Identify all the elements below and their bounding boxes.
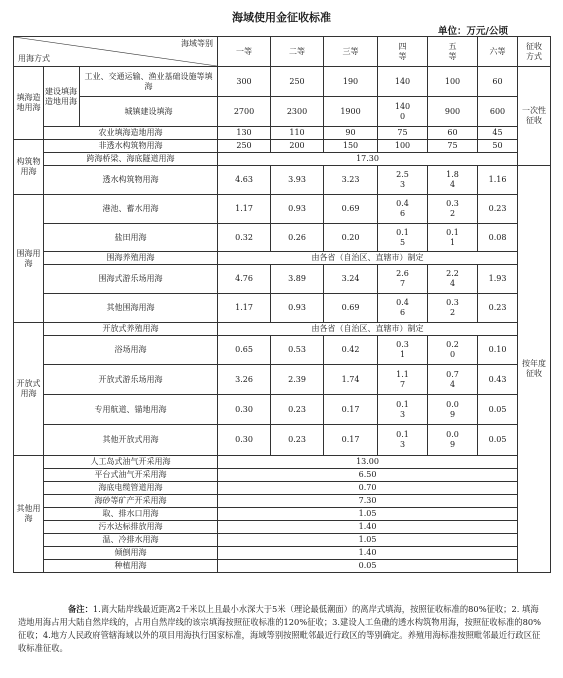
value-cell: 0.69 <box>324 195 378 224</box>
row-name: 开放式游乐场用海 <box>44 365 218 395</box>
table-row <box>14 534 551 547</box>
table-row <box>14 252 551 265</box>
row-name: 非透水构筑物用海 <box>44 140 218 153</box>
collect-once: 一次性征收 <box>518 67 551 166</box>
value-cell-merged: 1.40 <box>218 521 518 534</box>
row-name: 开放式养殖用海 <box>44 323 218 336</box>
table-row <box>14 336 551 365</box>
value-cell: 0.3 1 <box>378 336 428 365</box>
header-grade: 四 等 <box>378 37 428 67</box>
table-row <box>14 482 551 495</box>
value-cell: 0.93 <box>271 195 324 224</box>
header-grade: 三等 <box>324 37 378 67</box>
value-cell-merged: 6.50 <box>218 469 518 482</box>
row-name: 倾倒用海 <box>44 547 218 560</box>
value-cell: 0.65 <box>218 336 271 365</box>
value-cell: 0.23 <box>271 425 324 456</box>
value-cell-merged: 13.00 <box>218 456 518 469</box>
table-row <box>14 469 551 482</box>
group-weihai: 围海用海 <box>14 195 44 323</box>
footnote-label: 备注： <box>68 604 93 614</box>
value-cell: 45 <box>478 127 518 140</box>
row-name: 围海养殖用海 <box>44 252 218 265</box>
row-name: 盐田用海 <box>44 224 218 252</box>
value-cell: 4.76 <box>218 265 271 294</box>
value-cell: 60 <box>478 67 518 97</box>
value-cell: 110 <box>271 127 324 140</box>
row-name: 围海式游乐场用海 <box>44 265 218 294</box>
value-cell: 2.2 4 <box>428 265 478 294</box>
value-cell-merged: 17.30 <box>218 153 518 166</box>
value-cell: 0.4 6 <box>378 294 428 323</box>
value-cell: 250 <box>218 140 271 153</box>
value-cell-merged: 0.70 <box>218 482 518 495</box>
value-cell: 0.05 <box>478 395 518 425</box>
value-cell: 0.05 <box>478 425 518 456</box>
table-row <box>14 425 551 456</box>
value-cell: 900 <box>428 97 478 127</box>
value-cell: 0.1 3 <box>378 425 428 456</box>
table-row <box>14 127 551 140</box>
footnote-text: 1.离大陆岸线最近距离2千米以上且最小水深大于5米（理论最低潮面）的离岸式填海，按照征收标准的80%征收；2. 填海造地用海占用大陆自然岸线的，占用自然岸线的该宗填海按照征收标准的120%征收；3.建设人工鱼礁的透水构筑物用海，按照征收标准的80%征收；4.地方人民政府管辖海域以外的项目用海执行国家标准，海域等别按照毗邻最近行政区的等别确定。养殖用海标准按照毗邻最近行政区征收标准征收。 <box>18 604 542 653</box>
value-cell: 0.0 9 <box>428 425 478 456</box>
value-cell: 0.93 <box>271 294 324 323</box>
row-name: 温、冷排水用海 <box>44 534 218 547</box>
value-cell: 0.42 <box>324 336 378 365</box>
value-cell: 0.4 6 <box>378 195 428 224</box>
value-cell: 0.0 9 <box>428 395 478 425</box>
row-name: 城镇建设填海 <box>80 97 218 127</box>
row-name: 平台式油气开采用海 <box>44 469 218 482</box>
table-row <box>14 323 551 336</box>
value-cell: 140 <box>378 67 428 97</box>
page-title: 海域使用金征收标准 <box>232 11 331 24</box>
row-name: 人工岛式油气开采用海 <box>44 456 218 469</box>
value-cell: 75 <box>378 127 428 140</box>
value-cell: 3.89 <box>271 265 324 294</box>
table-row <box>14 365 551 395</box>
value-cell: 0.2 0 <box>428 336 478 365</box>
value-cell: 0.20 <box>324 224 378 252</box>
value-cell: 150 <box>324 140 378 153</box>
value-cell: 2300 <box>271 97 324 127</box>
table-row <box>14 395 551 425</box>
value-cell: 200 <box>271 140 324 153</box>
value-cell: 0.3 2 <box>428 294 478 323</box>
table-row <box>14 508 551 521</box>
header-grade: 一等 <box>218 37 271 67</box>
row-name: 港池、蓄水用海 <box>44 195 218 224</box>
row-name: 取、排水口用海 <box>44 508 218 521</box>
table-row <box>14 294 551 323</box>
value-cell: 0.53 <box>271 336 324 365</box>
header-grade: 六等 <box>478 37 518 67</box>
value-cell: 0.08 <box>478 224 518 252</box>
collect-yearly: 按年度征收 <box>518 166 551 573</box>
row-name: 海砂等矿产开采用海 <box>44 495 218 508</box>
value-cell: 1.93 <box>478 265 518 294</box>
value-cell: 0.1 3 <box>378 395 428 425</box>
value-cell-merged: 1.05 <box>218 508 518 521</box>
value-cell: 0.23 <box>271 395 324 425</box>
value-cell: 60 <box>428 127 478 140</box>
value-cell: 0.69 <box>324 294 378 323</box>
value-cell: 75 <box>428 140 478 153</box>
value-cell: 0.32 <box>218 224 271 252</box>
value-cell: 0.17 <box>324 395 378 425</box>
group-qita: 其他用海 <box>14 456 44 573</box>
value-cell: 0.23 <box>478 195 518 224</box>
row-name: 浴场用海 <box>44 336 218 365</box>
value-cell: 130 <box>218 127 271 140</box>
table-row <box>14 97 551 127</box>
table-row <box>14 560 551 573</box>
value-cell: 3.93 <box>271 166 324 195</box>
value-cell: 1.17 <box>218 195 271 224</box>
value-cell: 0.1 1 <box>428 224 478 252</box>
row-name: 透水构筑物用海 <box>44 166 218 195</box>
value-cell: 600 <box>478 97 518 127</box>
value-cell: 0.26 <box>271 224 324 252</box>
value-cell: 0.7 4 <box>428 365 478 395</box>
row-name: 污水达标排放用海 <box>44 521 218 534</box>
row-name: 其他围海用海 <box>44 294 218 323</box>
value-cell: 190 <box>324 67 378 97</box>
value-cell: 2.39 <box>271 365 324 395</box>
value-cell-merged: 0.05 <box>218 560 518 573</box>
group-goushu: 构筑物用海 <box>14 140 44 195</box>
value-cell: 4.63 <box>218 166 271 195</box>
value-cell-merged: 1.05 <box>218 534 518 547</box>
value-cell-merged: 1.40 <box>218 547 518 560</box>
value-cell: 50 <box>478 140 518 153</box>
value-cell: 2.6 7 <box>378 265 428 294</box>
row-name: 海底电缆管道用海 <box>44 482 218 495</box>
value-cell-merged: 7.30 <box>218 495 518 508</box>
row-name: 工业、交通运输、渔业基础设施等填海 <box>80 67 218 97</box>
value-cell: 0.30 <box>218 425 271 456</box>
value-cell: 0.1 5 <box>378 224 428 252</box>
row-name: 农业填海造地用海 <box>44 127 218 140</box>
header-mode-label: 用海方式 <box>18 54 50 63</box>
header-grade-label: 海域等别 <box>181 39 214 48</box>
value-cell: 0.23 <box>478 294 518 323</box>
header-grade: 五 等 <box>428 37 478 67</box>
value-cell: 0.17 <box>324 425 378 456</box>
table-row <box>14 265 551 294</box>
value-cell: 1.74 <box>324 365 378 395</box>
table-row <box>14 195 551 224</box>
value-cell: 300 <box>218 67 271 97</box>
row-name: 其他开放式用海 <box>44 425 218 456</box>
value-cell: 140 0 <box>378 97 428 127</box>
unit-label: 单位：万元/公顷 <box>438 26 508 37</box>
value-cell-merged: 由各省（自治区、直辖市）制定 <box>218 252 518 265</box>
value-cell: 1900 <box>324 97 378 127</box>
value-cell-merged: 由各省（自治区、直辖市）制定 <box>218 323 518 336</box>
footnote <box>18 603 546 655</box>
table-row <box>14 456 551 469</box>
value-cell: 2700 <box>218 97 271 127</box>
table-row <box>14 224 551 252</box>
value-cell: 3.24 <box>324 265 378 294</box>
value-cell: 1.17 <box>218 294 271 323</box>
group-tianhai-sub: 建设填海造地用海 <box>44 67 80 127</box>
table-row <box>14 521 551 534</box>
table-row <box>14 140 551 153</box>
value-cell: 0.3 2 <box>428 195 478 224</box>
row-name: 专用航道、锚地用海 <box>44 395 218 425</box>
value-cell: 1.1 7 <box>378 365 428 395</box>
value-cell: 0.10 <box>478 336 518 365</box>
value-cell: 0.30 <box>218 395 271 425</box>
group-kaifang: 开放式用海 <box>14 323 44 456</box>
fee-table <box>13 36 551 573</box>
value-cell: 0.43 <box>478 365 518 395</box>
value-cell: 1.16 <box>478 166 518 195</box>
value-cell: 1.8 4 <box>428 166 478 195</box>
header-collect: 征收 方式 <box>518 37 551 67</box>
value-cell: 90 <box>324 127 378 140</box>
header-row <box>14 37 551 67</box>
value-cell: 100 <box>378 140 428 153</box>
table-row <box>14 495 551 508</box>
value-cell: 3.23 <box>324 166 378 195</box>
table-row <box>14 67 551 97</box>
header-diagonal-cell <box>14 37 218 67</box>
value-cell: 3.26 <box>218 365 271 395</box>
table-row <box>14 166 551 195</box>
value-cell: 2.5 3 <box>378 166 428 195</box>
table-row <box>14 153 551 166</box>
row-name: 种植用海 <box>44 560 218 573</box>
value-cell: 250 <box>271 67 324 97</box>
header-grade: 二等 <box>271 37 324 67</box>
table-row <box>14 547 551 560</box>
value-cell: 100 <box>428 67 478 97</box>
group-tianhai: 填海造地用海 <box>14 67 44 140</box>
row-name: 跨海桥梁、海底隧道用海 <box>44 153 218 166</box>
